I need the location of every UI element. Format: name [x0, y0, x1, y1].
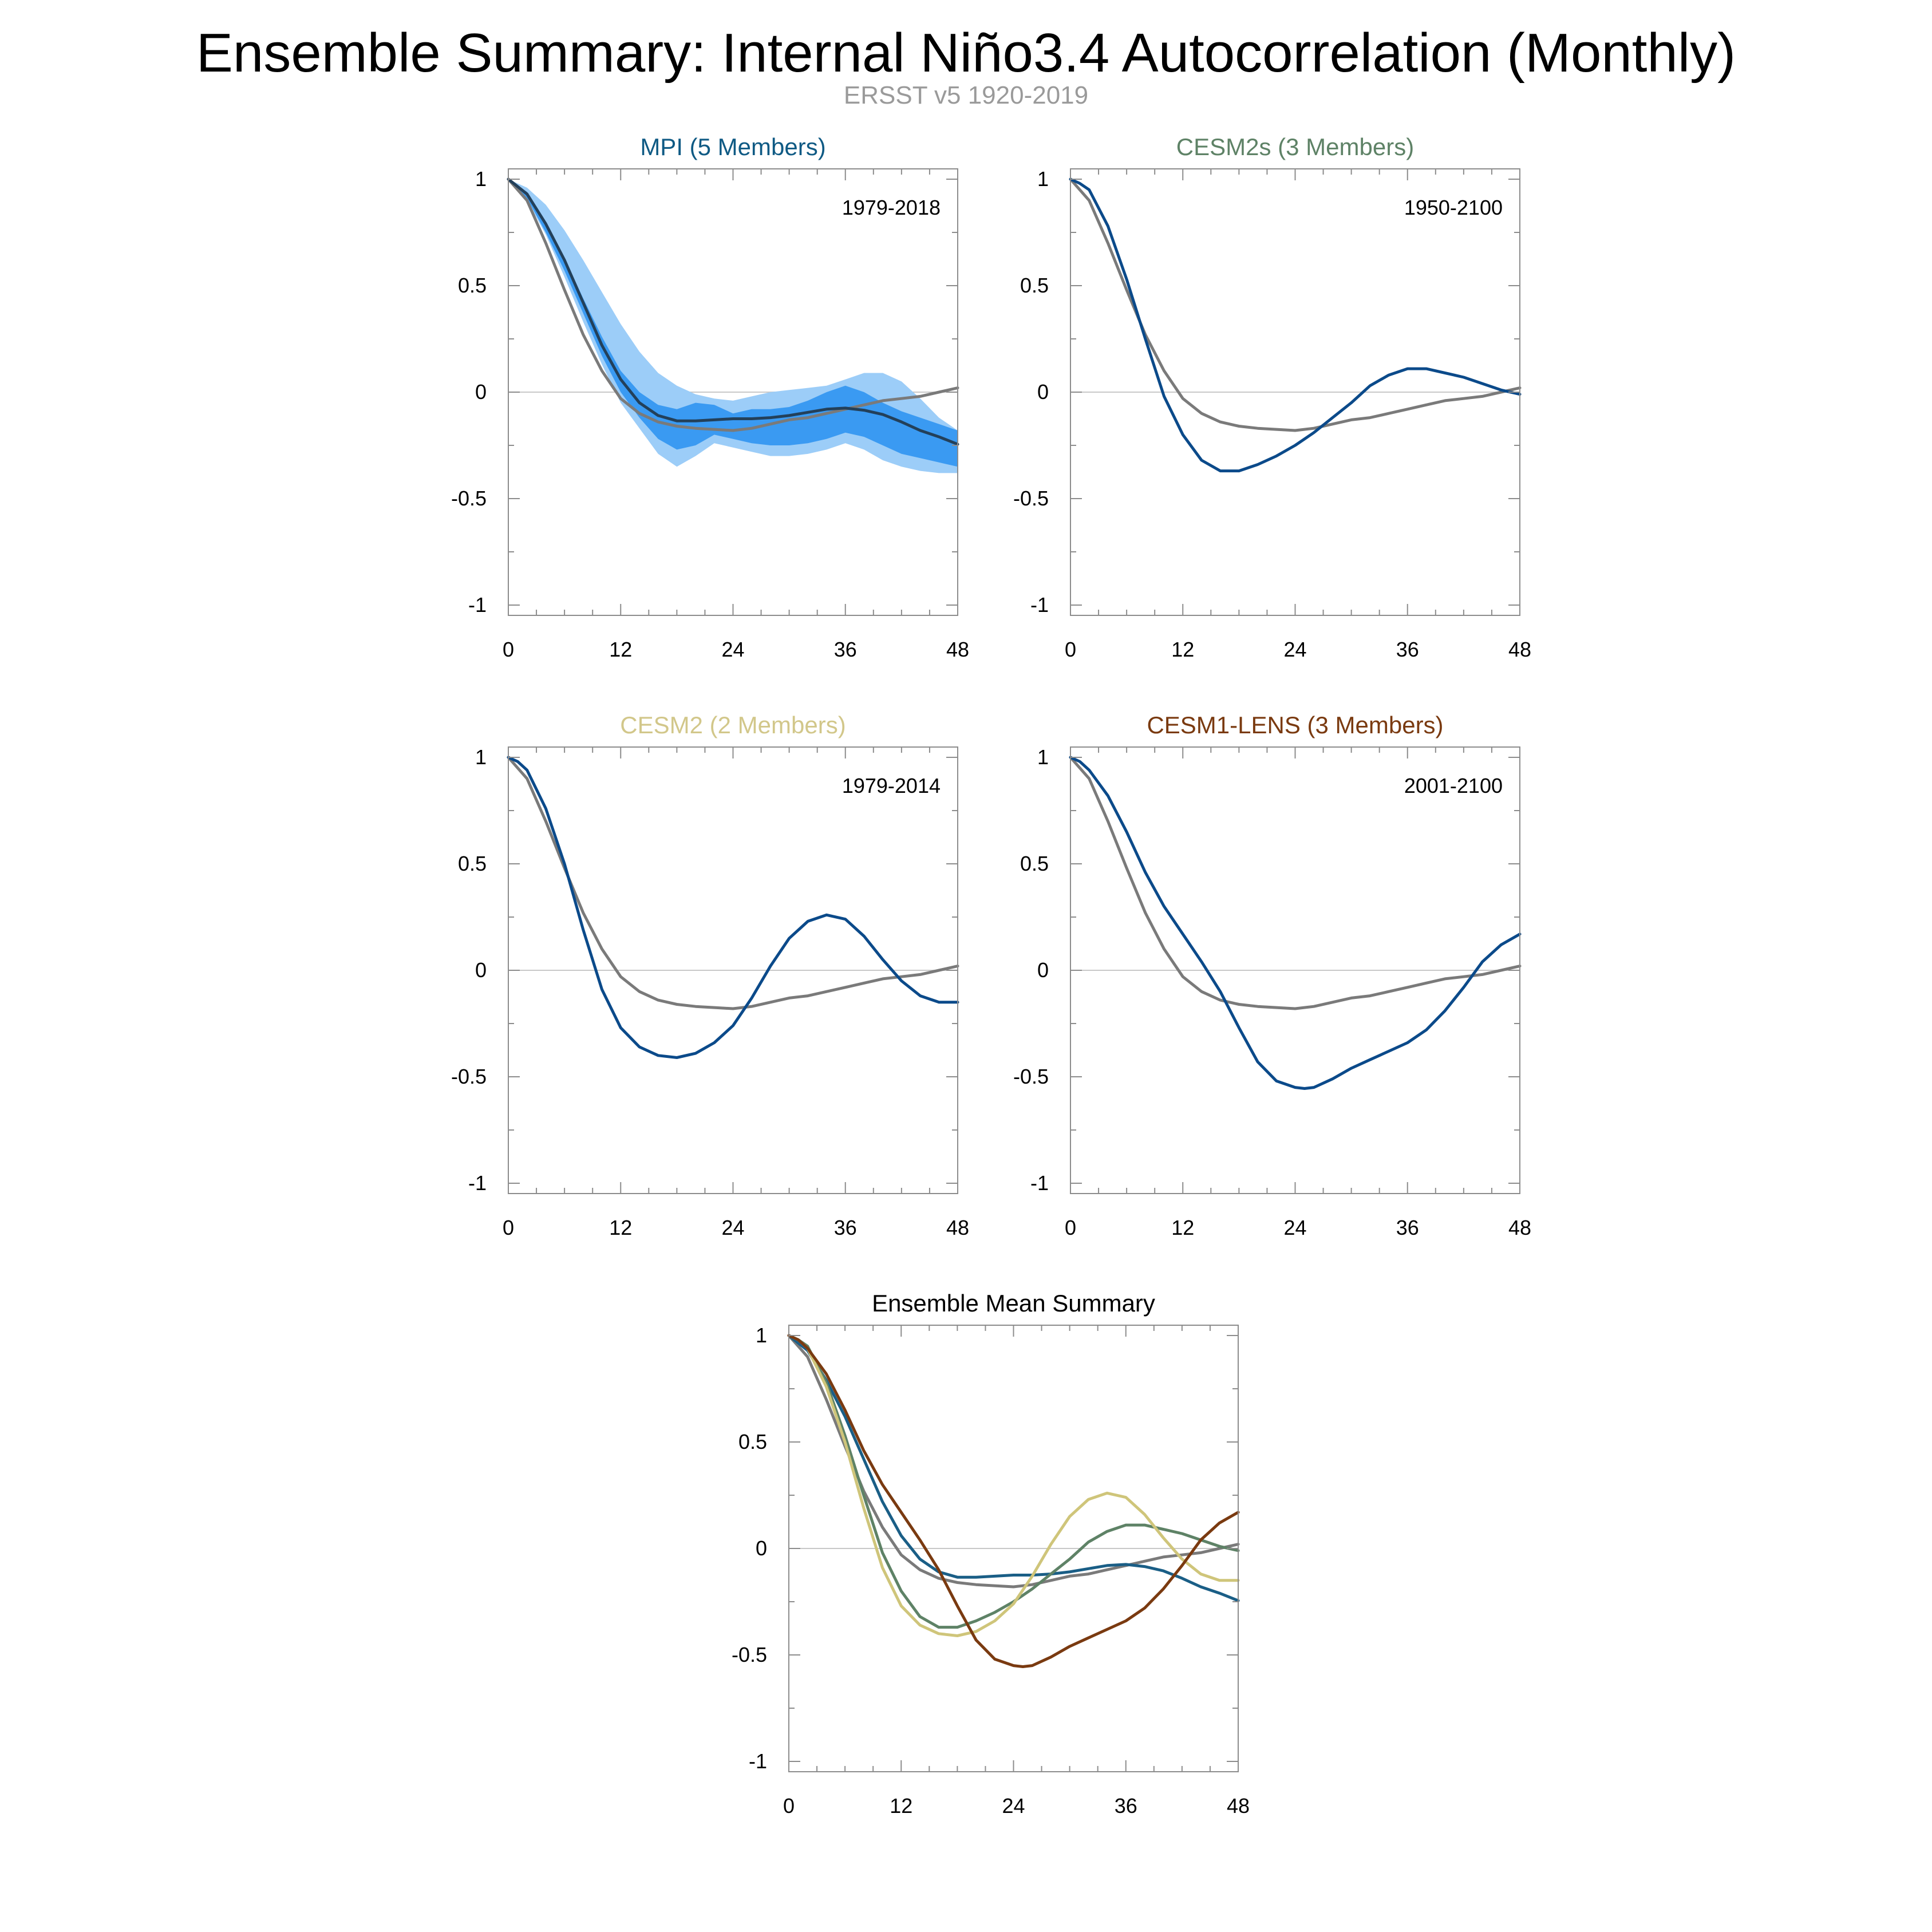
model-line-1 [1070, 757, 1520, 1089]
chart-panel-3 [451, 712, 969, 1239]
x-tick-label: 12 [609, 638, 633, 661]
y-tick-label: 0.5 [1020, 274, 1049, 297]
chart-panel-1 [451, 133, 969, 661]
y-tick-label: 0.5 [457, 852, 487, 875]
y-tick-label: -0.5 [1013, 487, 1049, 510]
x-tick-label: 48 [946, 638, 970, 661]
y-tick-label: 0 [1037, 380, 1049, 404]
x-tick-label: 24 [721, 638, 745, 661]
x-tick-label: 24 [1283, 1216, 1307, 1239]
x-tick-label: 12 [890, 1794, 913, 1818]
chart-panel-2 [1013, 133, 1531, 661]
period-annotation: 1979-2014 [841, 774, 941, 797]
x-tick-label: 12 [1171, 1216, 1195, 1239]
ensemble-spread-band [508, 179, 958, 467]
figure-title: Ensemble Summary: Internal Niño3.4 Autocorrelation (Monthly) [196, 22, 1736, 84]
x-tick-label: 0 [502, 1216, 515, 1239]
y-tick-label: -1 [748, 1749, 767, 1773]
y-tick-label: 0 [755, 1536, 767, 1560]
model-line-1 [1070, 179, 1520, 471]
panel-title: MPI (5 Members) [640, 133, 826, 160]
panel-title: CESM2 (2 Members) [620, 712, 846, 738]
period-annotation: 1979-2018 [841, 196, 941, 219]
x-tick-label: 36 [1396, 1216, 1419, 1239]
x-tick-label: 0 [502, 638, 515, 661]
y-tick-label: 1 [475, 167, 487, 191]
chart-panel-4 [1013, 712, 1531, 1239]
panel-title: CESM2s (3 Members) [1176, 133, 1415, 160]
y-tick-label: -0.5 [1013, 1065, 1049, 1088]
x-tick-label: 36 [833, 638, 857, 661]
y-tick-label: -1 [468, 1171, 487, 1195]
y-tick-label: 0.5 [1020, 852, 1049, 875]
y-tick-label: -1 [1030, 593, 1049, 617]
y-tick-label: 0 [475, 958, 487, 982]
period-annotation: 1950-2100 [1404, 196, 1503, 219]
x-tick-label: 0 [1064, 638, 1077, 661]
x-tick-label: 48 [1508, 638, 1532, 661]
y-tick-label: 0.5 [457, 274, 487, 297]
figure-subtitle: ERSST v5 1920-2019 [843, 81, 1089, 109]
y-tick-label: 0 [1037, 958, 1049, 982]
y-tick-label: -1 [468, 593, 487, 617]
period-annotation: 2001-2100 [1404, 774, 1503, 797]
x-tick-label: 48 [1508, 1216, 1532, 1239]
x-tick-label: 0 [1064, 1216, 1077, 1239]
y-tick-label: -0.5 [451, 487, 487, 510]
x-tick-label: 24 [721, 1216, 745, 1239]
x-tick-label: 48 [1226, 1794, 1250, 1818]
y-tick-label: 1 [1037, 167, 1049, 191]
x-tick-label: 0 [783, 1794, 795, 1818]
y-tick-label: -1 [1030, 1171, 1049, 1195]
x-tick-label: 24 [1002, 1794, 1025, 1818]
y-tick-label: 1 [475, 745, 487, 769]
y-tick-label: -0.5 [731, 1643, 767, 1666]
observation-line [789, 1336, 1238, 1587]
panel-title: CESM1-LENS (3 Members) [1147, 712, 1444, 738]
y-tick-label: 1 [755, 1323, 767, 1347]
x-tick-label: 12 [609, 1216, 633, 1239]
model-line-4 [789, 1336, 1238, 1667]
model-line-1 [508, 757, 958, 1058]
x-tick-label: 36 [833, 1216, 857, 1239]
x-tick-label: 12 [1171, 638, 1195, 661]
panel-title: Ensemble Mean Summary [872, 1290, 1155, 1317]
y-tick-label: 0 [475, 380, 487, 404]
chart-panel-5 [732, 1290, 1250, 1818]
x-tick-label: 36 [1396, 638, 1419, 661]
model-line-3 [789, 1336, 1238, 1636]
x-tick-label: 36 [1114, 1794, 1137, 1818]
y-tick-label: -0.5 [451, 1065, 487, 1088]
y-tick-label: 0.5 [738, 1430, 767, 1453]
x-tick-label: 24 [1283, 638, 1307, 661]
x-tick-label: 48 [946, 1216, 970, 1239]
y-tick-label: 1 [1037, 745, 1049, 769]
